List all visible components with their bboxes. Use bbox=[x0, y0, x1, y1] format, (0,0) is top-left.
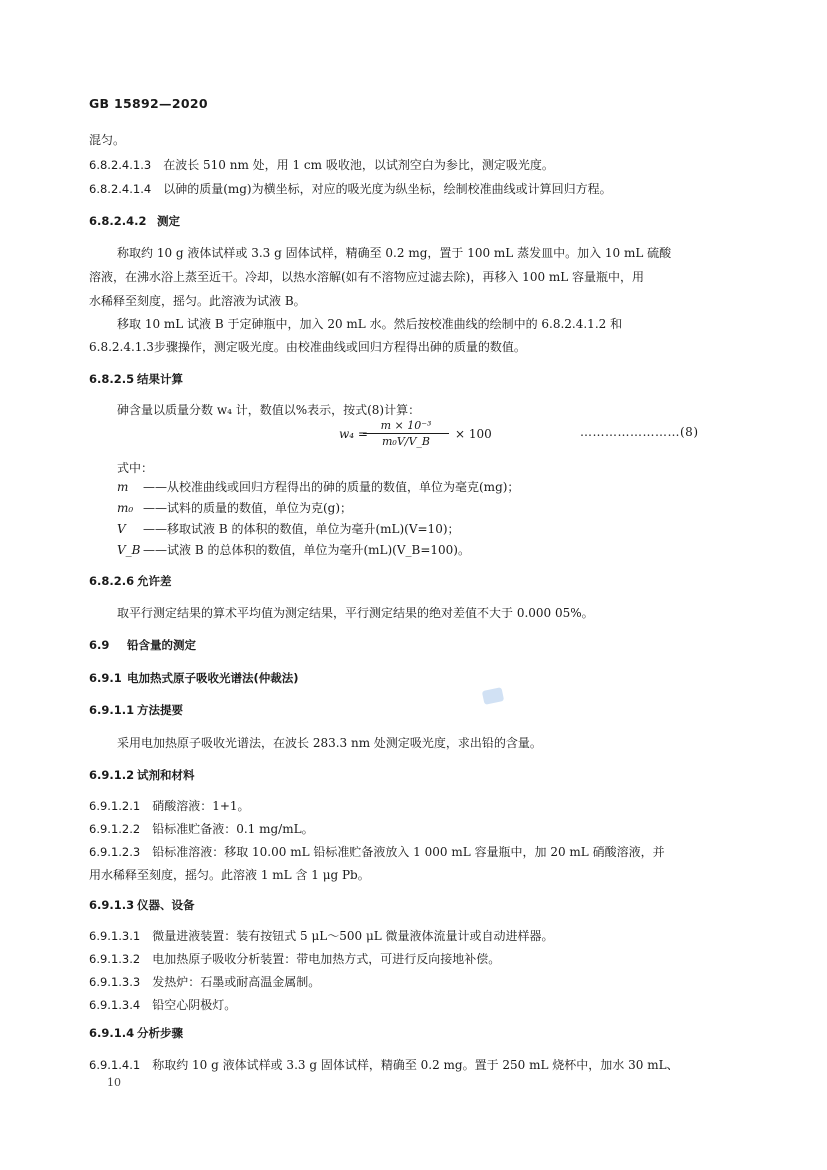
clause-number: 6.9.1.3.3 bbox=[89, 975, 141, 989]
paragraph-line: 称取约 10 g 液体试样或 3.3 g 固体试样，精确至 0.2 mg，置于 100 mL 蒸发皿中。加入 10 mL 硫酸 bbox=[117, 246, 672, 260]
definition-m0 bbox=[117, 500, 739, 516]
definition-text: ——移取试液 B 的体积的数值，单位为毫升(mL)(V=10)； bbox=[143, 522, 460, 536]
allowance-text: 取平行测定结果的算术平均值为测定结果，平行测定结果的绝对差值不大于 0.000 05%。 bbox=[117, 606, 594, 620]
clause-text: 铅标准贮备液：0.1 mg/mL。 bbox=[152, 822, 314, 836]
text-line: 混匀。 bbox=[89, 133, 126, 147]
instrument-item bbox=[89, 997, 739, 1013]
clause-number: 6.9.1.3.2 bbox=[89, 952, 141, 966]
formula-number: ……………………(8) bbox=[580, 425, 699, 439]
clause-text: 电加热原子吸收分析装置：带电加热方式，可进行反向接地补偿。 bbox=[152, 952, 501, 966]
heading-6-9-1 bbox=[89, 670, 739, 686]
paragraph-line: 水稀释至刻度，摇匀。此溶液为试液 B。 bbox=[89, 294, 306, 308]
reagent-continuation: 用水稀释至刻度，摇匀。此溶液 1 mL 含 1 μg Pb。 bbox=[89, 868, 370, 882]
page-number: 10 bbox=[107, 1076, 121, 1089]
heading-number: 6.9.1 bbox=[89, 671, 122, 685]
clause-number: 6.9.1.3.1 bbox=[89, 929, 141, 943]
heading-6-8-2-4-2 bbox=[89, 213, 739, 229]
paragraph-line: 6.8.2.4.1.3步骤操作，测定吸光度。由校准曲线或回归方程得出砷的质量的数值。 bbox=[89, 340, 526, 354]
clause-text: 在波长 510 nm 处，用 1 cm 吸收池，以试剂空白为参比，测定吸光度。 bbox=[163, 158, 554, 172]
heading-title: 测定 bbox=[157, 214, 180, 228]
formula-denominator: m₀V/V_B bbox=[381, 435, 431, 448]
heading-title: 方法提要 bbox=[137, 703, 183, 717]
heading-title: 分析步骤 bbox=[137, 1026, 183, 1040]
clause-number: 6.9.1.2.3 bbox=[89, 845, 141, 859]
heading-6-9-1-2 bbox=[89, 767, 739, 783]
heading-number: 6.9 bbox=[89, 638, 110, 652]
heading-title: 试剂和材料 bbox=[137, 768, 195, 782]
heading-number: 6.9.1.1 bbox=[89, 703, 135, 717]
paragraph-line: 移取 10 mL 试液 B 于定砷瓶中，加入 20 mL 水。然后按校准曲线的绘制中的 6.8.2.4.1.2 和 bbox=[117, 317, 623, 331]
reagent-item bbox=[89, 844, 739, 860]
where-label: 式中： bbox=[117, 461, 154, 475]
principle-text: 采用电加热原子吸收光谱法，在波长 283.3 nm 处测定吸光度，求出铅的含量。 bbox=[117, 736, 542, 750]
heading-title: 电加热式原子吸收光谱法(仲裁法) bbox=[127, 671, 299, 685]
heading-number: 6.8.2.5 bbox=[89, 372, 135, 386]
clause-text: 称取约 10 g 液体试样或 3.3 g 固体试样，精确至 0.2 mg。置于 250 mL 烧杯中，加水 30 mL、 bbox=[152, 1058, 679, 1072]
heading-title: 结果计算 bbox=[137, 372, 183, 386]
definition-text: ——从校准曲线或回归方程得出的砷的质量的数值，单位为毫克(mg)； bbox=[143, 480, 520, 494]
symbol: m bbox=[117, 480, 129, 494]
clause-6-8-2-4-1-3 bbox=[89, 157, 739, 173]
formula-lhs: w₄ = bbox=[339, 427, 368, 441]
symbol: m₀ bbox=[117, 501, 134, 515]
formula-tail: × 100 bbox=[455, 427, 492, 441]
definition-text: ——试液 B 的总体积的数值，单位为毫升(mL)(V_B=100)。 bbox=[143, 543, 470, 557]
definition-v bbox=[117, 521, 739, 537]
clause-text: 铅空心阴极灯。 bbox=[152, 998, 237, 1012]
definition-text: ——试料的质量的数值，单位为克(g)； bbox=[143, 501, 353, 515]
clause-number: 6.9.1.4.1 bbox=[89, 1058, 141, 1072]
fraction-bar bbox=[363, 433, 449, 434]
heading-6-9-1-4 bbox=[89, 1025, 739, 1041]
heading-number: 6.9.1.3 bbox=[89, 898, 135, 912]
clause-text: 发热炉：石墨或耐高温金属制。 bbox=[152, 975, 321, 989]
heading-title: 铅含量的测定 bbox=[127, 638, 196, 652]
heading-number: 6.9.1.4 bbox=[89, 1026, 135, 1040]
formula-fraction bbox=[363, 419, 449, 448]
clause-text: 铅标准溶液：移取 10.00 mL 铅标准贮备液放入 1 000 mL 容量瓶中，加 20 mL 硝酸溶液，并 bbox=[152, 845, 665, 859]
calc-intro: 砷含量以质量分数 w₄ 计，数值以%表示，按式(8)计算： bbox=[117, 403, 421, 417]
heading-number: 6.8.2.6 bbox=[89, 574, 135, 588]
clause-number: 6.9.1.3.4 bbox=[89, 998, 141, 1012]
clause-number: 6.9.1.2.1 bbox=[89, 799, 141, 813]
heading-6-9 bbox=[89, 637, 739, 653]
clause-number: 6.8.2.4.1.4 bbox=[89, 182, 152, 196]
paragraph-line: 溶液，在沸水浴上蒸至近干。冷却，以热水溶解(如有不溶物应过滤去除)，再移入 100 mL 容量瓶中，用 bbox=[89, 270, 645, 284]
clause-6-8-2-4-1-4 bbox=[89, 181, 739, 197]
clause-number: 6.8.2.4.1.3 bbox=[89, 158, 152, 172]
symbol: V_B bbox=[117, 543, 141, 557]
definition-vb bbox=[117, 542, 739, 558]
heading-6-9-1-3 bbox=[89, 897, 739, 913]
heading-title: 仪器、设备 bbox=[137, 898, 195, 912]
clause-text: 以砷的质量(mg)为横坐标，对应的吸光度为纵坐标，绘制校准曲线或计算回归方程。 bbox=[163, 182, 612, 196]
heading-6-8-2-6 bbox=[89, 573, 739, 589]
instrument-item bbox=[89, 974, 739, 990]
reagent-item bbox=[89, 798, 739, 814]
heading-title: 允许差 bbox=[137, 574, 172, 588]
symbol: V bbox=[117, 522, 126, 536]
standard-number: GB 15892—2020 bbox=[89, 96, 208, 111]
reagent-item bbox=[89, 821, 739, 837]
heading-6-8-2-5 bbox=[89, 371, 739, 387]
heading-number: 6.9.1.2 bbox=[89, 768, 135, 782]
formula-numerator: m × 10⁻³ bbox=[380, 419, 432, 432]
heading-6-9-1-1 bbox=[89, 702, 739, 718]
definition-m bbox=[117, 479, 739, 495]
instrument-item bbox=[89, 951, 739, 967]
clause-text: 硝酸溶液：1+1。 bbox=[152, 799, 250, 813]
instrument-item bbox=[89, 928, 739, 944]
heading-number: 6.8.2.4.2 bbox=[89, 214, 147, 228]
step-item bbox=[89, 1057, 739, 1073]
clause-number: 6.9.1.2.2 bbox=[89, 822, 141, 836]
clause-text: 微量进液装置：装有按钮式 5 μL～500 μL 微量液体流量计或自动进样器。 bbox=[152, 929, 554, 943]
